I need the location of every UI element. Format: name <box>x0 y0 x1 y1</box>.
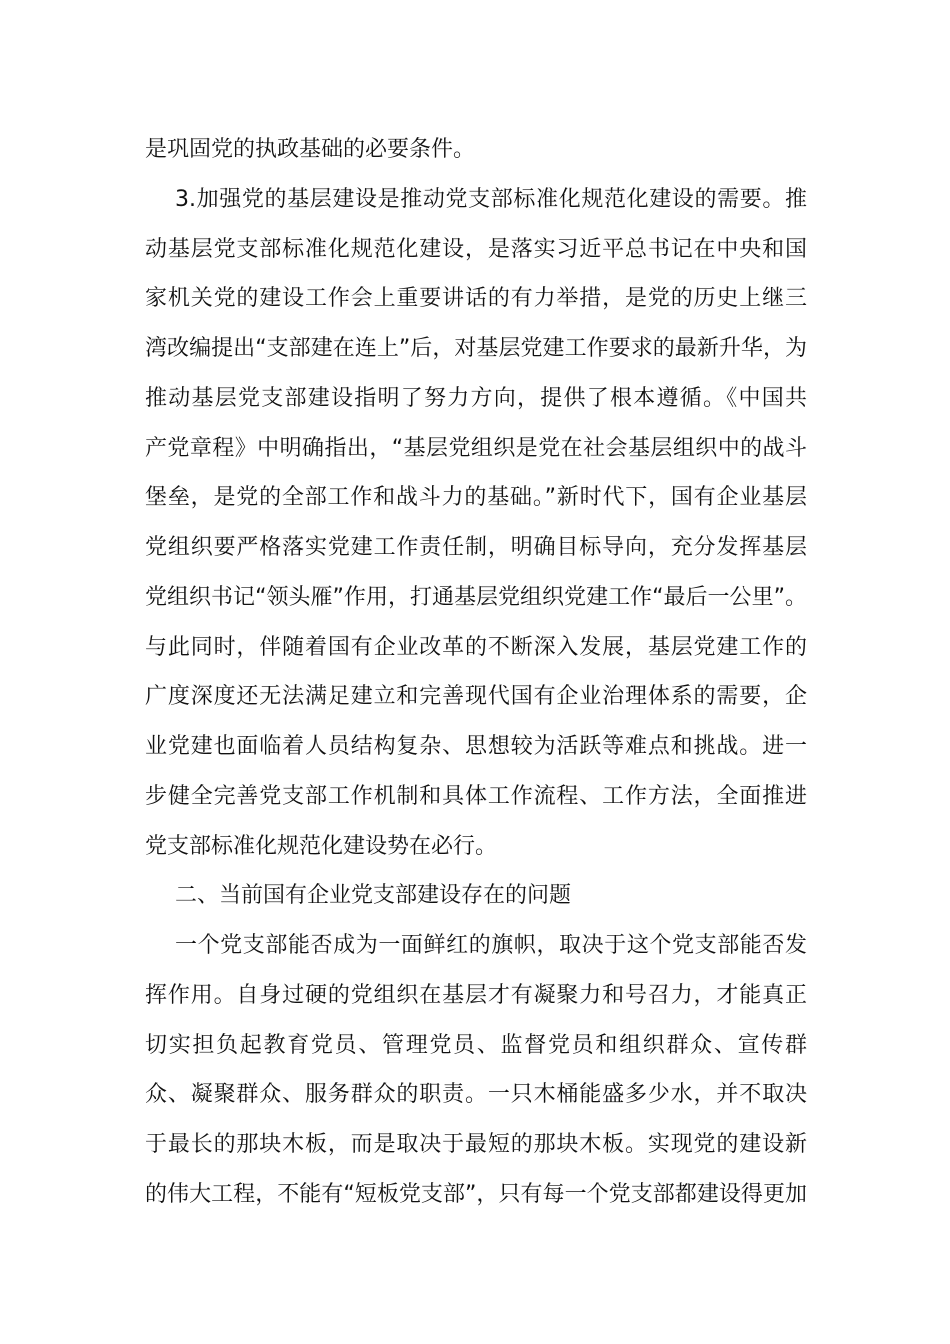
text-line: 党组织书记“领头雁”作用，打通基层党组织党建工作“最后一公里”。 <box>145 584 807 610</box>
text-line: 湾改编提出“支部建在连上”后，对基层党建工作要求的最新升华，为 <box>145 336 807 361</box>
text-line: 的伟大工程，不能有“短板党支部”，只有每一个党支部都建设得更加 <box>145 1181 807 1207</box>
text-line: 业党建也面临着人员结构复杂、思想较为活跃等难点和挑战。进一 <box>145 734 807 759</box>
section-heading: 二、当前国有企业党支部建设存在的问题 <box>175 883 572 909</box>
body-text <box>145 125 807 1220</box>
text-line: 堡垒，是党的全部工作和战斗力的基础。”新时代下，国有企业基层 <box>145 485 807 511</box>
text-line: 动基层党支部标准化规范化建设，是落实习近平总书记在中央和国 <box>145 236 807 262</box>
text-line: 党组织要严格落实党建工作责任制，明确目标导向，充分发挥基层 <box>145 535 807 560</box>
text-line: 广度深度还无法满足建立和完善现代国有企业治理体系的需要，企 <box>145 684 807 710</box>
text-line: 挥作用。自身过硬的党组织在基层才有凝聚力和号召力，才能真正 <box>145 982 807 1008</box>
text-line: 一个党支部能否成为一面鲜红的旗帜，取决于这个党支部能否发 <box>175 933 807 958</box>
text-line: 家机关党的建设工作会上重要讲话的有力举措，是党的历史上继三 <box>145 286 807 312</box>
text-line: 推动基层党支部建设指明了努力方向，提供了根本遵循。《中国共 <box>145 385 807 411</box>
text-line: 于最长的那块木板，而是取决于最短的那块木板。实现党的建设新 <box>145 1132 807 1157</box>
text-line: 是巩固党的执政基础的必要条件。 <box>145 137 476 162</box>
text-line: 切实担负起教育党员、管理党员、监督党员和组织群众、宣传群 <box>145 1032 807 1058</box>
text-line: 党支部标准化规范化建设势在必行。 <box>145 833 498 859</box>
text-line: 众、凝聚群众、服务群众的职责。一只木桶能盛多少水，并不取决 <box>145 1082 807 1108</box>
text-line: 步健全完善党支部工作机制和具体工作流程、工作方法，全面推进 <box>145 783 807 809</box>
text-line: 产党章程》中明确指出，“基层党组织是党在社会基层组织中的战斗 <box>145 435 807 461</box>
text-line: 3.加强党的基层建设是推动党支部标准化规范化建设的需要。推 <box>175 186 807 212</box>
text-line: 与此同时，伴随着国有企业改革的不断深入发展，基层党建工作的 <box>145 634 807 660</box>
